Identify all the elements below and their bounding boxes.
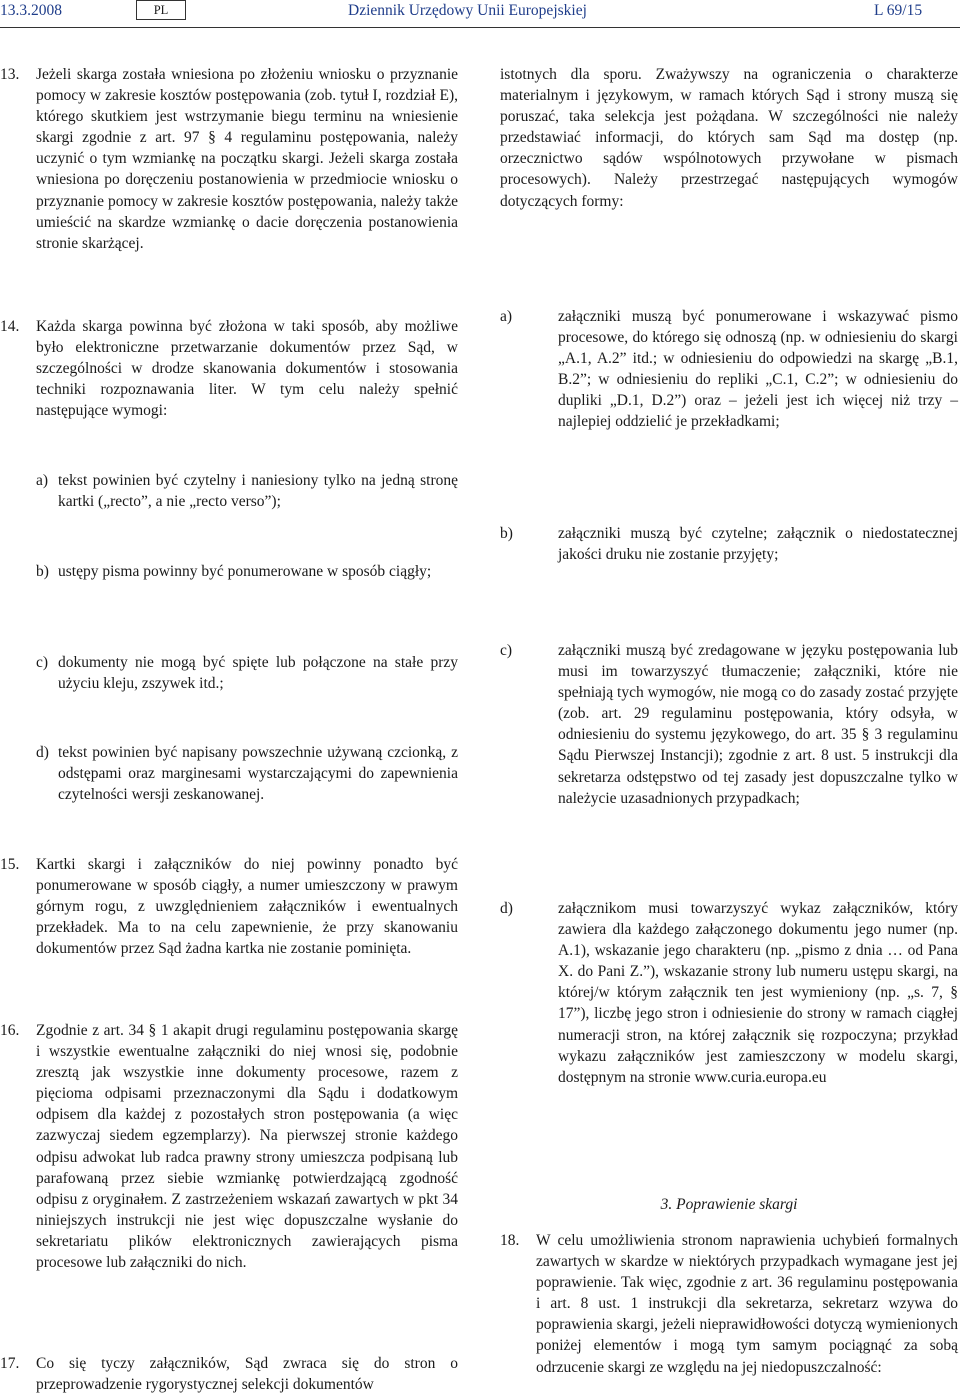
list-label: a) (36, 472, 49, 489)
list-text: załączniki muszą być ponumerowane i wskazywać pismo procesowe, do którego się odnoszą (np. w odniesieniu do skargi „A.1, A.2” itd.; w odniesieniu do odpowiedzi na skargę „B.1, B.2”; w odniesieniu do repliki „C.1, C.2”; w odniesieniu do dupliki „D.1, D.2”) oraz – jeżeli jest ich więcej niż trzy – najlepiej oddzielić je przekładkami; (558, 308, 958, 431)
paragraph-text: W celu umożliwienia stronom naprawienia uchybień formalnych zawartych w skardze w niektórych przypadkach wymagane jest jej poprawienie. Tak więc, zgodnie z art. 36 regulaminu postępowania i art. 8 ust. 1 instrukcji dla sekretarza, sekretarz wzywa do poprawienia skargi, jeżeli nieprawidłowości dotyczą wymienionych poniżej elementów i mogą tym samym pociągnąć za sobą odrzucenie skargi ze względu na jej niedopuszczalność: (536, 1232, 958, 1376)
list-item-a (0, 470, 458, 512)
paragraph-number: 14. (0, 318, 20, 335)
list-text: załączniki muszą być zredagowane w języku postępowania lub musi im towarzyszyć tłumaczenie; załączniki, które nie spełniają tych wymogów, nie mogą co do zasady zostać przyjęte (zob. art. 29 regulaminu postępowania, który odsyła, w odniesieniu do systemu językowego, do art. 35 § 3 regulaminu Sądu Pierwszej Instancji); zgodnie z art. 8 ust. 5 instrukcji dla sekretarza odstępstwo od tej zasady jest dopuszczalne tylko w należycie uzasadnionych przypadkach; (558, 642, 958, 807)
paragraph-15 (0, 854, 458, 959)
header-divider (0, 27, 960, 28)
paragraph-number: 15. (0, 856, 20, 873)
list-text: załączniki muszą być czytelne; załącznik o niedostatecznej jakości druku nie zostanie przyjęty; (558, 525, 958, 564)
list-label: a) (500, 308, 513, 325)
paragraph-number: 13. (0, 66, 20, 83)
paragraph-text: Jeżeli skarga została wniesiona po złożeniu wniosku o przyznanie pomocy w zakresie kosztów postępowania (zob. tytuł I, rozdział E), którego skutkiem jest wstrzymanie biegu terminu na wniesienie skargi zgodnie z art. 97 § 4 regulaminu postępowania, należy uczynić o tym wzmiankę na początku skargi. Jeżeli skarga została wniesiona po doręczeniu postanowienia w przedmiocie wniosku o przyznanie pomocy w zakresie kosztów postępowania, należy także umieścić na skardze wzmiankę o dacie doręczenia postanowienia stronie skarżącej. (36, 66, 458, 252)
paragraph-18 (500, 1230, 958, 1378)
list-item-b (0, 561, 458, 582)
list-label: c) (36, 654, 49, 671)
attachment-rule-d (500, 898, 958, 1088)
paragraph-14 (0, 316, 458, 421)
list-text: tekst powinien być napisany powszechnie używaną czcionką, z odstępami oraz marginesami wystarczającymi do zapewnienia czytelności wersji zeskanowanej. (58, 744, 458, 804)
list-text: ustępy pisma powinny być ponumerowane w sposób ciągły; (58, 563, 432, 580)
paragraph-number: 17. (0, 1355, 20, 1372)
journal-title: Dziennik Urzędowy Unii Europejskiej (348, 2, 587, 19)
list-label: d) (36, 744, 49, 761)
list-label: d) (500, 900, 513, 917)
language-badge: PL (136, 0, 186, 20)
paragraph-number: 16. (0, 1022, 20, 1039)
paragraph-13 (0, 64, 458, 254)
list-text: załącznikom musi towarzyszyć wykaz załączników, który zawiera dla każdego załączonego dokumentu jego numer (np. A.1), wskazanie jego charakteru (np. „pismo z dnia … od Pana X. do Pani Z.”), wskazanie strony lub numeru ustępu skargi, na której/w którym załącznik ten jest wymieniony (np. „s. 7, § 17”), liczbę jego stron i odniesienie do strony w ramach ciągłej numeracji stron, na której załącznik się rozpoczyna; przykład wykazu załączników jest zamieszczony w modelu skargi, dostępnym na stronie www.curia.europa.eu (558, 900, 958, 1086)
page-reference: L 69/15 (874, 2, 923, 19)
paragraph-text: Każda skarga powinna być złożona w taki sposób, aby możliwe było elektroniczne przetwarzanie dokumentów przez Sąd, w szczególności w drodze skanowania dokumentów i stosowania techniki rozpoznawania liter. W tym celu należy spełnić następujące wymogi: (36, 318, 458, 420)
attachment-rule-c (500, 640, 958, 809)
paragraph-16 (0, 1020, 458, 1273)
page-header (0, 0, 960, 22)
attachment-rule-a (500, 306, 958, 433)
paragraph-17 (0, 1353, 458, 1395)
list-text: dokumenty nie mogą być spięte lub połączone na stałe przy użyciu kleju, zszywek itd.; (58, 654, 458, 693)
list-item-c (0, 652, 458, 694)
publication-date: 13.3.2008 (0, 2, 62, 19)
list-label: b) (500, 525, 513, 542)
list-text: tekst powinien być czytelny i naniesiony tylko na jedną stronę kartki („recto”, a nie „recto verso”); (58, 472, 458, 511)
paragraph-number: 18. (500, 1232, 520, 1249)
paragraph-text: Kartki skargi i załączników do niej powinny ponadto być ponumerowane w sposób ciągły, a numer umieszczony w prawym górnym rogu, z uwzględnieniem załączników i ewentualnych przekładek. Ma to na celu zapewnienie, że przy skanowaniu dokumentów przez Sąd żadna kartka nie zostanie pominięta. (36, 856, 458, 958)
list-label: c) (500, 642, 513, 659)
paragraph-text: Co się tyczy załączników, Sąd zwraca się do stron o przeprowadzenie rygorystycznej selekcji dokumentów (36, 1355, 458, 1394)
paragraph-text: istotnych dla sporu. Zważywszy na ograniczenia o charakterze materialnym i językowym, w ramach których Sąd i strony muszą się poruszać, taka selekcja jest pożądana. W szczególności nie należy przedstawiać informacji, do których sam Sąd ma dostęp (np. orzecznictwo sądów wspólnotowych przywołane w pismach procesowych). Należy przestrzegać następujących wymogów dotyczących formy: (500, 66, 958, 210)
paragraph-text: Zgodnie z art. 34 § 1 akapit drugi regulaminu postępowania skargę i wszystkie ewentualne załączniki do niej wnosi się, podobnie zresztą jak wszystkie inne dokumenty procesowe, razem z pięcioma odpisami przeznaczonymi dla Sądu i dodatkowym odpisem dla każdej z pozostałych stron postępowania (a więc zazwyczaj siedem egzemplarzy). Na pierwszej stronie każdego odpisu adwokat lub radca prawny strony umieszcza podpisaną lub parafowaną przez siebie wzmiankę potwierdzającą zgodność odpisu z oryginałem. Z zastrzeżeniem wskazań zawartych w pkt 34 niniejszych instrukcji nie jest więc dopuszczalne wysłanie do sekretariatu plików elektronicznych zawierających pisma procesowe lub załączniki do nich. (36, 1022, 458, 1272)
section-heading: 3. Poprawienie skargi (660, 1196, 798, 1213)
attachment-rule-b (500, 523, 958, 565)
paragraph-17-continuation (500, 64, 958, 212)
list-label: b) (36, 563, 49, 580)
list-item-d (0, 742, 458, 805)
